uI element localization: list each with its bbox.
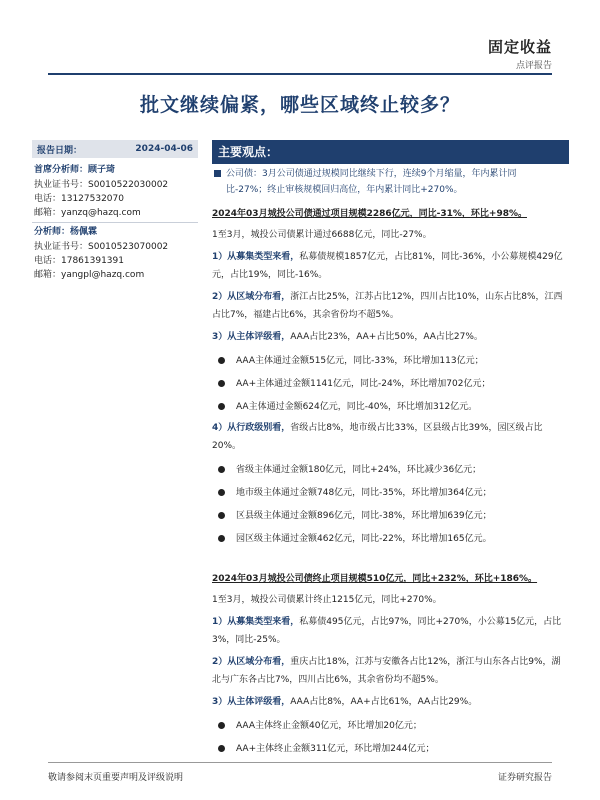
analyst2-role: 分析师：杨佩霖 (32, 222, 198, 240)
list-item: 园区级主体通过金额462亿元，同比-22%，环比增加165亿元。 (212, 531, 569, 547)
sidebar (32, 140, 198, 282)
bullet-dot-icon (218, 745, 225, 752)
analyst2-license: 执业证书号：S0010523070002 (34, 242, 169, 252)
footer-label: 证券研究报告 (497, 773, 552, 783)
s2-p1: 1）从募集类型来看，私募债495亿元，占比97%，同比+270%，小公募15亿元，占比3%，同比-25%。 (212, 617, 562, 645)
s1-p1: 1）从募集类型来看，私募债规模1857亿元，占比81%，同比-36%，小公募规模429亿元，占比19%，同比-16%。 (212, 252, 563, 280)
s2-p2: 2）从区域分布看，重庆占比18%，江苏与安徽各占比12%，浙江与山东各占比9%，湖北与广东各占比7%，四川占比6%，其余省份均不超5%。 (212, 657, 561, 685)
analyst2-phone: 电话：17861391391 (34, 256, 124, 266)
s2-intro: 1至3月，城投公司债累计终止1215亿元，同比+270%。 (212, 595, 442, 605)
report-category: 固定收益 (487, 38, 552, 56)
bullet-dot-icon (218, 535, 225, 542)
s1-p3: 3）从主体评级看，AAA占比23%，AA+占比50%，AA占比27%。 (212, 332, 483, 342)
report-title: 批文继续偏紧，哪些区域终止较多？ (139, 94, 460, 116)
square-bullet-icon (214, 170, 221, 177)
report-date-label: 报告日期： (37, 145, 83, 156)
analyst1-email: 邮箱：yanzq@hazq.com (34, 208, 141, 218)
list-item: 省级主体通过金额180亿元，同比+24%，环比减少36亿元； (212, 462, 569, 478)
key-point (212, 166, 569, 198)
bullet-dot-icon (218, 722, 225, 729)
main-content (212, 140, 569, 757)
footer-divider (48, 762, 552, 763)
list-item: AA+主体通过金额1141亿元，同比-24%，环比增加702亿元； (212, 376, 569, 392)
list-item: AA+主体终止金额311亿元，环比增加244亿元； (212, 741, 569, 757)
s2-heading: 2024年03月城投公司债终止项目规模510亿元，同比+232%，环比+186%。 (212, 574, 538, 584)
list-item: AA主体通过金额624亿元，同比-40%，环比增加312亿元。 (212, 399, 569, 415)
list-item: AAA主体终止金额40亿元，环比增加20亿元； (212, 718, 569, 734)
key-point-line-2: 比-27%；终止审核规模回归高位，年内累计同比+270%。 (226, 185, 463, 195)
s1-p2: 2）从区域分布看，浙江占比25%，江苏占比12%，四川占比10%，山东占比8%，江西占比7%，福建占比6%，其余省份均不超5%。 (212, 292, 563, 320)
bullet-dot-icon (218, 512, 225, 519)
report-date-value: 2024-04-06 (135, 144, 193, 154)
bullet-dot-icon (218, 403, 225, 410)
analyst1-license: 执业证书号：S0010522030002 (34, 180, 169, 190)
analyst2-email: 邮箱：yangpl@hazq.com (34, 270, 145, 280)
s1-p4: 4）从行政级别看，省级占比8%，地市级占比33%，区县级占比39%，园区级占比20%。 (212, 423, 543, 451)
report-type: 点评报告 (515, 61, 552, 71)
report-date-bar (32, 140, 198, 158)
s1-intro: 1至3月，城投公司债累计通过6688亿元，同比-27%。 (212, 230, 432, 240)
bullet-dot-icon (218, 466, 225, 473)
list-item: 地市级主体通过金额748亿元，同比-35%，环比增加364亿元； (212, 485, 569, 501)
analyst1-phone: 电话：13127532070 (34, 194, 124, 204)
section-title: 主要观点： (212, 140, 569, 164)
bullet-dot-icon (218, 380, 225, 387)
s2-p3: 3）从主体评级看，AAA占比8%，AA+占比61%，AA占比29%。 (212, 697, 478, 707)
key-point-line-1: 公司债：3月公司债通过规模同比继续下行，连续9个月缩量，年内累计同 (212, 166, 569, 182)
list-item: AAA主体通过金额515亿元，同比-33%，环比增加113亿元； (212, 353, 569, 369)
header-divider (48, 73, 552, 75)
bullet-dot-icon (218, 357, 225, 364)
bullet-dot-icon (218, 489, 225, 496)
analyst1-role: 首席分析师：顾子琦 (34, 165, 116, 175)
s1-heading: 2024年03月城投公司债通过项目规模2286亿元，同比-31%，环比+98%。 (212, 209, 527, 219)
footer-disclaimer: 敬请参阅末页重要声明及评级说明 (48, 773, 184, 783)
list-item: 区县级主体通过金额896亿元，同比-38%，环比增加639亿元； (212, 508, 569, 524)
